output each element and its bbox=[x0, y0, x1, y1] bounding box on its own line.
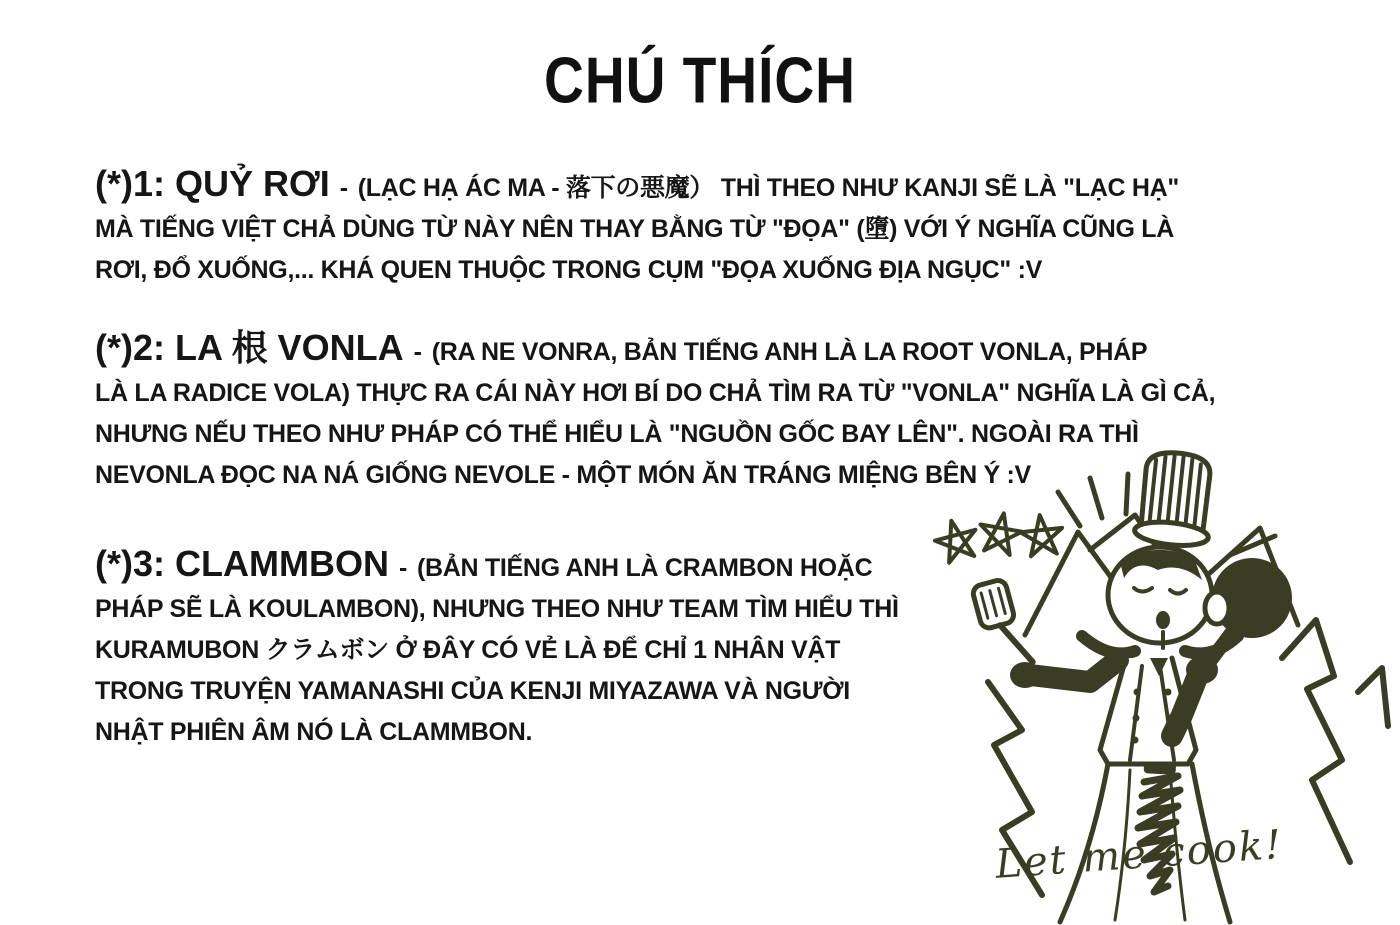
note-3-text: (BẢN TIẾNG ANH LÀ CRAMBON HOẶC bbox=[417, 554, 873, 582]
note-3-term: (*)3: CLAMMBON bbox=[95, 543, 389, 584]
note-1-line-2: MÀ TIẾNG VIỆT CHẢ DÙNG TỪ NÀY NÊN THAY BẰNG TỪ "ĐỌA" (墮) VỚI Ý NGHĨA CŨNG LÀ bbox=[95, 215, 1175, 243]
note-3-text-after-bold: クラムボン Ở ĐÂY CÓ VẺ LÀ ĐỂ CHỈ 1 NHÂN VẬT bbox=[258, 636, 841, 664]
note-2-text: (RA NE VONRA, BẢN TIẾNG ANH LÀ LA ROOT VONLA, PHÁP bbox=[431, 338, 1148, 366]
star-doodles bbox=[931, 510, 1065, 565]
note-3-line-4: TRONG TRUYỆN YAMANASHI CỦA KENJI MIYAZAWA VÀ NGƯỜI bbox=[95, 677, 850, 705]
note-3-line-1 bbox=[95, 543, 965, 589]
note-2-dash: - bbox=[413, 338, 422, 366]
emphasis-lines-icon bbox=[1058, 474, 1128, 526]
left-arm bbox=[1010, 660, 1118, 688]
note-3-bold-word: KURAMUBON bbox=[95, 636, 259, 664]
note-2-line-2: LÀ LA RADICE VOLA) THỰC RA CÁI NÀY HƠI BÍ DO CHẢ TÌM RA TỪ "VONLA" NGHĨA LÀ GÌ CẢ, bbox=[95, 379, 1216, 407]
note-3-line-3 bbox=[95, 630, 965, 671]
note-1-term: (*)1: QUỶ RƠI bbox=[95, 163, 330, 204]
page-title: CHÚ THÍCH bbox=[544, 44, 856, 117]
note-3-line-2: PHÁP SẼ LÀ KOULAMBON), NHƯNG THEO NHƯ TEAM TÌM HIỂU THÌ bbox=[95, 595, 899, 623]
note-1-text: (LẠC HẠ ÁC MA - 落下の悪魔） THÌ THEO NHƯ KANJI SẼ LÀ "LẠC HẠ" bbox=[357, 174, 1179, 202]
note-3-line-5: NHẬT PHIÊN ÂM NÓ LÀ CLAMMBON. bbox=[95, 718, 533, 746]
note-2-line-3: NHƯNG NẾU THEO NHƯ PHÁP CÓ THỂ HIỂU LÀ "NGUỒN GỐC BAY LÊN". NGOÀI RA THÌ bbox=[95, 420, 1139, 448]
chef-caption: Let me cook! bbox=[993, 821, 1285, 888]
spatula-icon bbox=[971, 577, 1032, 672]
note-1-dash: - bbox=[339, 174, 348, 202]
note-2-line-1 bbox=[95, 327, 1335, 373]
note-2-term: (*)2: LA 根 VONLA bbox=[95, 327, 404, 368]
note-1-line-3: RƠI, ĐỔ XUỐNG,... KHÁ QUEN THUỘC TRONG CỤM "ĐỌA XUỐNG ĐỊA NGỤC" :V bbox=[95, 256, 1042, 284]
note-3-dash: - bbox=[398, 554, 407, 582]
chef-head bbox=[1108, 547, 1229, 648]
note-2-line-4: NEVONLA ĐỌC NA NÁ GIỐNG NEVOLE - MỘT MÓN ĂN TRÁNG MIỆNG BÊN Ý :V bbox=[95, 461, 1031, 489]
note-3 bbox=[95, 543, 965, 753]
note-1 bbox=[95, 163, 1335, 291]
note-1-line-1 bbox=[95, 163, 1335, 209]
chef-hat-icon bbox=[1133, 449, 1216, 548]
